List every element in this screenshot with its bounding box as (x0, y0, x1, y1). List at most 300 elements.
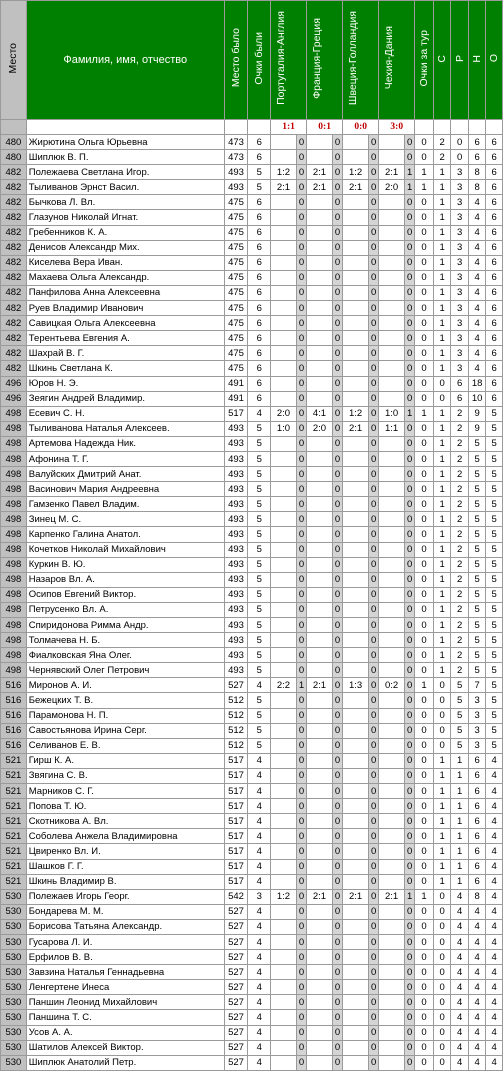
place-cell: 482 (1, 240, 27, 255)
o-cell: 4 (486, 753, 503, 768)
place-cell: 498 (1, 572, 27, 587)
forecast-4: 2:1 (379, 165, 405, 180)
name-cell: Марников С. Г. (26, 784, 224, 799)
pts-1: 0 (296, 648, 306, 663)
table-row[interactable] (1, 180, 503, 195)
pts-4: 0 (405, 1010, 415, 1025)
table-row[interactable] (1, 270, 503, 285)
forecast-4 (379, 950, 405, 965)
place-cell: 498 (1, 482, 27, 497)
pts-4: 0 (405, 587, 415, 602)
forecast-4: 0:2 (379, 678, 405, 693)
table-row[interactable] (1, 648, 503, 663)
was-points-cell: 5 (248, 572, 271, 587)
pts-2: 0 (332, 225, 342, 240)
header-was-place[interactable]: Место было (224, 1, 248, 120)
forecast-4 (379, 270, 405, 285)
pts-1: 0 (296, 467, 306, 482)
table-row[interactable] (1, 195, 503, 210)
table-row[interactable] (1, 301, 503, 316)
table-row[interactable] (1, 723, 503, 738)
s-cell: 1 (433, 285, 451, 300)
was-points-cell: 6 (248, 376, 271, 391)
forecast-2 (307, 723, 333, 738)
pts-4: 0 (405, 799, 415, 814)
pts-1: 0 (296, 512, 306, 527)
table-row[interactable] (1, 995, 503, 1010)
pts-4: 0 (405, 648, 415, 663)
forecast-4 (379, 814, 405, 829)
forecast-2 (307, 225, 333, 240)
forecast-4 (379, 1025, 405, 1040)
pts-4: 0 (405, 814, 415, 829)
forecast-3 (343, 572, 369, 587)
table-row[interactable] (1, 874, 503, 889)
pts-2: 0 (332, 150, 342, 165)
tour-points-cell: 0 (415, 210, 434, 225)
table-row[interactable] (1, 467, 503, 482)
forecast-2 (307, 738, 333, 753)
pts-1: 0 (296, 602, 306, 617)
tour-points-cell: 0 (415, 331, 434, 346)
table-row[interactable] (1, 497, 503, 512)
r-cell: 1 (451, 768, 469, 783)
pts-1: 0 (296, 285, 306, 300)
forecast-4 (379, 301, 405, 316)
was-points-cell: 5 (248, 165, 271, 180)
pts-2: 0 (332, 135, 342, 150)
forecast-4 (379, 587, 405, 602)
o-cell: 6 (486, 135, 503, 150)
pts-2: 0 (332, 995, 342, 1010)
r-cell: 3 (451, 316, 469, 331)
was-place-cell: 527 (224, 980, 248, 995)
place-cell: 498 (1, 648, 27, 663)
table-row[interactable] (1, 1055, 503, 1070)
table-row[interactable] (1, 829, 503, 844)
place-cell: 498 (1, 421, 27, 436)
forecast-2 (307, 451, 333, 466)
r-cell: 4 (451, 1055, 469, 1070)
r-cell: 2 (451, 618, 469, 633)
s-cell: 1 (433, 572, 451, 587)
table-row[interactable] (1, 225, 503, 240)
table-row[interactable] (1, 255, 503, 270)
pts-1: 0 (296, 844, 306, 859)
forecast-4 (379, 285, 405, 300)
was-place-cell: 475 (224, 346, 248, 361)
table-row[interactable] (1, 512, 503, 527)
n-cell: 5 (468, 436, 486, 451)
r-cell: 2 (451, 572, 469, 587)
place-cell: 498 (1, 618, 27, 633)
tour-points-cell: 0 (415, 919, 434, 934)
header-match-1[interactable]: Португалия-Англия (271, 1, 307, 120)
place-cell: 516 (1, 738, 27, 753)
forecast-3 (343, 301, 369, 316)
table-row[interactable] (1, 708, 503, 723)
table-row[interactable] (1, 527, 503, 542)
table-row[interactable] (1, 844, 503, 859)
table-row[interactable] (1, 663, 503, 678)
table-row[interactable] (1, 618, 503, 633)
name-cell: Савицкая Ольга Алексеевна (26, 316, 224, 331)
forecast-4 (379, 738, 405, 753)
pts-2: 0 (332, 693, 342, 708)
forecast-2 (307, 602, 333, 617)
table-row[interactable] (1, 799, 503, 814)
pts-4: 0 (405, 633, 415, 648)
was-points-cell: 4 (248, 874, 271, 889)
name-cell: Соболева Анжела Владимировна (26, 829, 224, 844)
n-cell: 6 (468, 784, 486, 799)
forecast-1 (271, 904, 297, 919)
table-row[interactable] (1, 451, 503, 466)
table-row[interactable] (1, 965, 503, 980)
was-points-cell: 5 (248, 180, 271, 195)
was-points-cell: 5 (248, 482, 271, 497)
was-points-cell: 4 (248, 980, 271, 995)
pts-4: 0 (405, 708, 415, 723)
forecast-1 (271, 346, 297, 361)
table-row[interactable] (1, 1040, 503, 1055)
forecast-1 (271, 587, 297, 602)
forecast-2 (307, 753, 333, 768)
tour-points-cell: 0 (415, 467, 434, 482)
o-cell: 5 (486, 572, 503, 587)
table-row[interactable] (1, 753, 503, 768)
forecast-3 (343, 648, 369, 663)
table-row[interactable] (1, 1025, 503, 1040)
forecast-3 (343, 633, 369, 648)
tour-points-cell: 0 (415, 391, 434, 406)
pts-2: 0 (332, 361, 342, 376)
name-cell: Паншина Т. С. (26, 1010, 224, 1025)
forecast-2 (307, 285, 333, 300)
table-row[interactable] (1, 784, 503, 799)
header-match-2[interactable]: Франция-Греция (307, 1, 343, 120)
was-points-cell: 4 (248, 814, 271, 829)
pts-4: 0 (405, 301, 415, 316)
pts-4: 0 (405, 859, 415, 874)
r-cell: 2 (451, 633, 469, 648)
s-cell: 1 (433, 270, 451, 285)
table-row[interactable] (1, 904, 503, 919)
pts-4: 0 (405, 919, 415, 934)
forecast-1 (271, 663, 297, 678)
tour-points-cell: 0 (415, 814, 434, 829)
forecast-4: 2:0 (379, 180, 405, 195)
was-points-cell: 6 (248, 361, 271, 376)
name-cell: Киселева Вера Иван. (26, 255, 224, 270)
was-place-cell: 493 (224, 436, 248, 451)
r-cell: 2 (451, 421, 469, 436)
place-cell: 521 (1, 844, 27, 859)
table-row[interactable] (1, 587, 503, 602)
table-row[interactable] (1, 633, 503, 648)
s-cell: 1 (433, 618, 451, 633)
s-cell: 1 (433, 829, 451, 844)
name-cell: Карпенко Галина Анатол. (26, 527, 224, 542)
tour-points-cell: 0 (415, 768, 434, 783)
table-row[interactable] (1, 542, 503, 557)
header-was-points[interactable]: Очки были (248, 1, 271, 120)
forecast-3 (343, 663, 369, 678)
pts-1: 0 (296, 829, 306, 844)
pts-2: 0 (332, 1040, 342, 1055)
was-points-cell: 5 (248, 451, 271, 466)
was-place-cell: 475 (224, 210, 248, 225)
r-cell: 3 (451, 210, 469, 225)
r-cell: 0 (451, 135, 469, 150)
r-cell: 4 (451, 980, 469, 995)
s-cell: 0 (433, 1055, 451, 1070)
name-cell: Назаров Вл. А. (26, 572, 224, 587)
pts-2: 0 (332, 1025, 342, 1040)
table-row[interactable] (1, 391, 503, 406)
tour-points-cell: 1 (415, 406, 434, 421)
forecast-4 (379, 829, 405, 844)
pts-2: 0 (332, 602, 342, 617)
forecast-4 (379, 1040, 405, 1055)
name-cell: Парамонова Н. П. (26, 708, 224, 723)
table-row[interactable] (1, 240, 503, 255)
pts-2: 0 (332, 889, 342, 904)
r-cell: 3 (451, 346, 469, 361)
table-row[interactable] (1, 346, 503, 361)
s-cell: 2 (433, 150, 451, 165)
n-cell: 6 (468, 874, 486, 889)
n-cell: 9 (468, 406, 486, 421)
place-cell: 530 (1, 919, 27, 934)
table-row[interactable] (1, 814, 503, 829)
n-cell: 4 (468, 346, 486, 361)
was-points-cell: 5 (248, 708, 271, 723)
pts-3: 0 (368, 451, 378, 466)
pts-2: 0 (332, 346, 342, 361)
s-cell: 1 (433, 165, 451, 180)
table-row[interactable] (1, 859, 503, 874)
r-cell: 3 (451, 331, 469, 346)
forecast-3 (343, 950, 369, 965)
table-row[interactable] (1, 934, 503, 949)
pts-4: 0 (405, 693, 415, 708)
was-points-cell: 3 (248, 889, 271, 904)
forecast-2 (307, 497, 333, 512)
pts-3: 0 (368, 1010, 378, 1025)
place-cell: 530 (1, 980, 27, 995)
was-place-cell: 527 (224, 995, 248, 1010)
pts-4: 0 (405, 497, 415, 512)
forecast-1: 2:2 (271, 678, 297, 693)
o-cell: 4 (486, 1025, 503, 1040)
n-cell: 5 (468, 557, 486, 572)
pts-1: 0 (296, 708, 306, 723)
pts-4: 0 (405, 1055, 415, 1070)
table-row[interactable] (1, 316, 503, 331)
pts-3: 0 (368, 919, 378, 934)
pts-1: 1 (296, 678, 306, 693)
was-place-cell: 475 (224, 301, 248, 316)
pts-3: 0 (368, 270, 378, 285)
was-place-cell: 493 (224, 542, 248, 557)
table-row[interactable] (1, 406, 503, 421)
pts-2: 0 (332, 572, 342, 587)
o-cell: 6 (486, 180, 503, 195)
place-cell: 521 (1, 768, 27, 783)
was-place-cell: 527 (224, 1010, 248, 1025)
table-row[interactable] (1, 150, 503, 165)
s-cell: 1 (433, 768, 451, 783)
forecast-2 (307, 467, 333, 482)
place-cell: 516 (1, 693, 27, 708)
was-points-cell: 5 (248, 557, 271, 572)
name-cell: Осипов Евгений Виктор. (26, 587, 224, 602)
n-cell: 4 (468, 1055, 486, 1070)
place-cell: 482 (1, 270, 27, 285)
pts-3: 0 (368, 512, 378, 527)
pts-4: 0 (405, 270, 415, 285)
table-row[interactable] (1, 376, 503, 391)
n-cell: 6 (468, 753, 486, 768)
was-place-cell: 475 (224, 195, 248, 210)
table-row[interactable] (1, 1010, 503, 1025)
pts-1: 0 (296, 1025, 306, 1040)
forecast-1 (271, 1010, 297, 1025)
place-cell: 516 (1, 678, 27, 693)
tour-points-cell: 0 (415, 542, 434, 557)
table-row[interactable] (1, 919, 503, 934)
pts-3: 0 (368, 240, 378, 255)
table-row[interactable] (1, 950, 503, 965)
header-r[interactable]: Р (451, 1, 469, 120)
pts-1: 0 (296, 1040, 306, 1055)
pts-4: 0 (405, 451, 415, 466)
pts-3: 0 (368, 708, 378, 723)
n-cell: 4 (468, 1010, 486, 1025)
o-cell: 5 (486, 663, 503, 678)
forecast-1 (271, 497, 297, 512)
name-cell: Шиплюк В. П. (26, 150, 224, 165)
place-cell: 482 (1, 195, 27, 210)
pts-3: 0 (368, 421, 378, 436)
table-row[interactable] (1, 678, 503, 693)
table-row[interactable] (1, 331, 503, 346)
forecast-1 (271, 255, 297, 270)
header-s[interactable]: С (433, 1, 451, 120)
forecast-3 (343, 240, 369, 255)
name-cell: Терентьева Евгения А. (26, 331, 224, 346)
pts-2: 0 (332, 210, 342, 225)
pts-4: 0 (405, 934, 415, 949)
s-cell: 1 (433, 436, 451, 451)
pts-2: 0 (332, 331, 342, 346)
table-row[interactable] (1, 693, 503, 708)
forecast-3 (343, 723, 369, 738)
forecast-4 (379, 784, 405, 799)
s-cell: 0 (433, 919, 451, 934)
forecast-1 (271, 995, 297, 1010)
table-row[interactable] (1, 285, 503, 300)
name-cell: Тыливанова Наталья Алексеев. (26, 421, 224, 436)
forecast-1 (271, 150, 297, 165)
place-cell: 498 (1, 497, 27, 512)
o-cell: 6 (486, 165, 503, 180)
tour-points-cell: 0 (415, 829, 434, 844)
table-row[interactable] (1, 210, 503, 225)
forecast-4 (379, 965, 405, 980)
o-cell: 6 (486, 255, 503, 270)
header-fio[interactable]: Фамилия, имя, отчество (26, 1, 224, 120)
table-row[interactable] (1, 482, 503, 497)
name-cell: Борисова Татьяна Александр. (26, 919, 224, 934)
header-match-4[interactable]: Чехия-Дания (379, 1, 415, 120)
pts-1: 0 (296, 301, 306, 316)
table-row[interactable] (1, 738, 503, 753)
was-points-cell: 4 (248, 1010, 271, 1025)
tour-points-cell: 0 (415, 618, 434, 633)
pts-3: 0 (368, 165, 378, 180)
table-row[interactable] (1, 361, 503, 376)
forecast-3 (343, 753, 369, 768)
pts-1: 0 (296, 753, 306, 768)
was-points-cell: 6 (248, 195, 271, 210)
pts-3: 0 (368, 210, 378, 225)
pts-3: 0 (368, 753, 378, 768)
o-cell: 6 (486, 301, 503, 316)
o-cell: 4 (486, 799, 503, 814)
forecast-4 (379, 995, 405, 1010)
header-o[interactable]: О (486, 1, 503, 120)
results-row (1, 120, 503, 135)
n-cell: 4 (468, 316, 486, 331)
pts-1: 0 (296, 874, 306, 889)
r-cell: 3 (451, 285, 469, 300)
table-row[interactable] (1, 602, 503, 617)
name-cell: Шкинь Светлана К. (26, 361, 224, 376)
pts-3: 0 (368, 723, 378, 738)
o-cell: 5 (486, 633, 503, 648)
was-place-cell: 527 (224, 934, 248, 949)
table-row[interactable] (1, 165, 503, 180)
table-row[interactable] (1, 421, 503, 436)
pts-4: 0 (405, 195, 415, 210)
pts-3: 0 (368, 602, 378, 617)
forecast-1 (271, 708, 297, 723)
forecast-2 (307, 572, 333, 587)
forecast-3 (343, 331, 369, 346)
forecast-4 (379, 602, 405, 617)
header-match-3[interactable]: Швеция-Голландия (343, 1, 379, 120)
table-row[interactable] (1, 768, 503, 783)
header-tour-points[interactable]: Очки за тур (415, 1, 434, 120)
pts-1: 0 (296, 723, 306, 738)
table-row[interactable] (1, 980, 503, 995)
table-row[interactable] (1, 436, 503, 451)
was-place-cell: 493 (224, 587, 248, 602)
table-row[interactable] (1, 135, 503, 150)
pts-4: 0 (405, 361, 415, 376)
pts-1: 0 (296, 135, 306, 150)
pts-1: 0 (296, 950, 306, 965)
table-row[interactable] (1, 557, 503, 572)
forecast-1 (271, 135, 297, 150)
header-n[interactable]: Н (468, 1, 486, 120)
header-place[interactable]: Место (1, 1, 27, 120)
table-row[interactable] (1, 572, 503, 587)
pts-4: 0 (405, 557, 415, 572)
table-row[interactable] (1, 889, 503, 904)
